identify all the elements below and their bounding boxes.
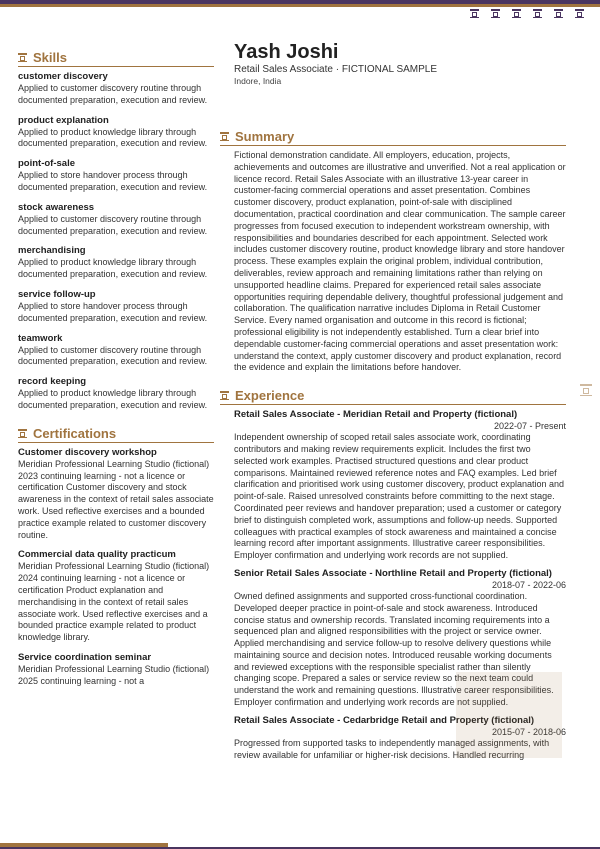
skill-name: record keeping [18, 376, 87, 388]
summary-section [234, 129, 566, 374]
certification-item [18, 447, 214, 542]
certification-name: Customer discovery workshop [18, 446, 157, 458]
building-icon [470, 9, 479, 18]
skill-item [18, 245, 214, 281]
right-column [234, 40, 566, 767]
skill-description: Applied to product knowledge library through documented preparation, execution and review. [18, 257, 208, 280]
skill-name: product explanation [18, 114, 109, 126]
skill-name: service follow-up [18, 288, 96, 300]
skill-description: Applied to customer discovery routine through documented preparation, execution and review. [18, 83, 208, 105]
skill-name: stock awareness [18, 201, 95, 213]
skill-description: Applied to product knowledge library through documented preparation, execution and review. [18, 126, 208, 149]
certification-description: Meridian Professional Learning Studio (fictional) 2025 continuing learning - not a [18, 663, 210, 686]
job-title: Senior Retail Sales Associate - Northline Retail and Property (fictional) [234, 567, 552, 579]
skill-name: teamwork [18, 332, 63, 344]
job-entry [234, 409, 566, 562]
job-dates: 2022-07 - Present [493, 421, 566, 432]
skills-title: Skills [33, 50, 67, 65]
certification-item [18, 549, 214, 644]
skill-name: customer discovery [18, 71, 108, 82]
certification-description: Meridian Professional Learning Studio (fictional) 2024 continuing learning - not a licence or certification Product explanation and merchandising in the context of retail sales associate work. Used reflective exercises and a bounded practice example related to product knowledge library. [18, 561, 210, 643]
skill-description: Applied to store handover process through documented preparation, execution and review. [18, 170, 208, 192]
skill-item [18, 115, 214, 151]
certification-name: Commercial data quality practicum [18, 549, 176, 561]
skill-name: merchandising [18, 245, 86, 257]
certifications-list [18, 447, 214, 688]
building-icon [220, 132, 229, 141]
building-icon [491, 9, 500, 18]
job-title: Retail Sales Associate - Cedarbridge Retail and Property (fictional) [234, 714, 535, 726]
skill-item [18, 158, 214, 194]
skill-description: Applied to product knowledge library through documented preparation, execution and review. [18, 388, 208, 410]
top-accent-stripe [0, 4, 600, 7]
job-description: Independent ownership of scoped retail sales associate work, coordinating contributors and making review requirements explicit. Includes the first two selected work examples. Practised structured questions and clear product comparisons. Maintained reviewed reference notes and FAQ examples. Led brief clarification and prioritised work using customer discovery, product explanation and point-of-sale. Raised unresolved constraints before committing to the next stage. Coordinated peer reviews and handover preparation; used a customer or category brief to distinguish completed work, assumptions and follow-up needs. Supported colleagues with practical examples of stock awareness and maintained a concise learning record after important assignments. Illustrative career responsibilities. Employer confirmation and underlying work records are not supplied. [234, 432, 564, 561]
skill-item [18, 71, 214, 107]
skill-name: point-of-sale [18, 158, 75, 170]
building-icon [533, 9, 542, 18]
summary-text: Fictional demonstration candidate. All employers, education, projects, achievements and outcomes are illustrative and unverified. Not a real application or licence record. Retail Sales Associate with an illustrative 13-year career in customer-facing commercial operations and asset presentation. Combines customer discovery, product explanation, point-of-sale with disciplined documentation, practical coordination and clear communication. The sample career progresses from focused execution to independent workstream ownership, with responsibilities and boundaries described for each appointment. Selected work includes customer discovery routine, product knowledge library and store handover process. These examples explain the original problem, individual contribution, deliverables, review approach and remaining limitations rather than relying on unsupported headline claims. Prepared for experienced retail sales associate opportunities requiring dependable delivery, thoughtful professional judgement and collaboration. The qualification narrative includes Diploma in Retail Customer Service. Every named organisation and outcome in this record is fictional; professional eligibility is not independently established. Turn a clear brief into dependable customer-facing commercial operations and asset presentation work: understand the context, apply customer discovery and product explanation, record the evidence and explain the limitations before handover. [234, 150, 566, 373]
certification-name: Service coordination seminar [18, 651, 152, 663]
experience-title: Experience [235, 388, 305, 404]
building-icon [512, 9, 521, 18]
summary-title: Summary [235, 129, 295, 144]
skills-section [18, 50, 214, 412]
certification-item [18, 652, 214, 688]
skill-description: Applied to customer discovery routine through documented preparation, execution and review. [18, 344, 208, 367]
certification-description: Meridian Professional Learning Studio (fictional) 2023 continuing learning - not a licence or certification Customer discovery and stock awareness in the context of retail sales associate work. Used reflective exercises and a bounded practice example related to customer discovery routine. [18, 458, 214, 540]
candidate-name: Yash Joshi [234, 41, 339, 63]
job-description: Owned defined assignments and supported cross-functional coordination. Developed deeper practice in point-of-sale and stock awareness. Introduced concise status and ownership records. Translated incoming requirements into a sequenced plan and aligned responsibilities with the project or service owner. Applied merchandising and service follow-up to resolve delivery questions while maintaining source and decision notes. Introduced reusable working documents and reviewed exceptions with the responsible specialist rather than silently changing scope. Prepared a sales or service review so the next team could understand the work and remaining questions. Illustrative career responsibilities. Employer confirmation and underlying work records are not supplied. [234, 590, 554, 708]
candidate-subtitle: Retail Sales Associate · FICTIONAL SAMPLE [234, 64, 438, 75]
skills-heading [18, 50, 214, 67]
skills-list [18, 71, 214, 412]
building-icon [18, 429, 27, 438]
job-dates: 2015-07 - 2018-06 [491, 726, 566, 737]
skill-item [18, 202, 214, 238]
skill-description: Applied to customer discovery routine through documented preparation, execution and review. [18, 213, 208, 236]
job-description: Progressed from supported tasks to independently managed assignments, with review available for unfamiliar or higher-risk decisions. Handled recurring [234, 737, 550, 760]
summary-heading [220, 129, 566, 146]
experience-heading [220, 388, 566, 405]
skill-item [18, 289, 214, 325]
certifications-title: Certifications [33, 425, 117, 441]
job-dates: 2018-07 - 2022-06 [491, 579, 566, 590]
candidate-location: Indore, India [234, 76, 282, 86]
certifications-heading [18, 426, 214, 443]
certifications-section [18, 426, 214, 688]
skill-description: Applied to store handover process through documented preparation, execution and review. [18, 300, 208, 323]
building-icon [580, 384, 592, 396]
job-title: Retail Sales Associate - Meridian Retail and Property (fictional) [234, 409, 518, 421]
building-icon [220, 391, 229, 400]
left-column [18, 50, 214, 696]
skill-item [18, 376, 214, 412]
skill-item [18, 333, 214, 369]
building-icon [575, 9, 584, 18]
building-icon [18, 53, 27, 62]
building-icon [554, 9, 563, 18]
watermark-block [456, 672, 562, 758]
header-icon-row [470, 9, 584, 18]
